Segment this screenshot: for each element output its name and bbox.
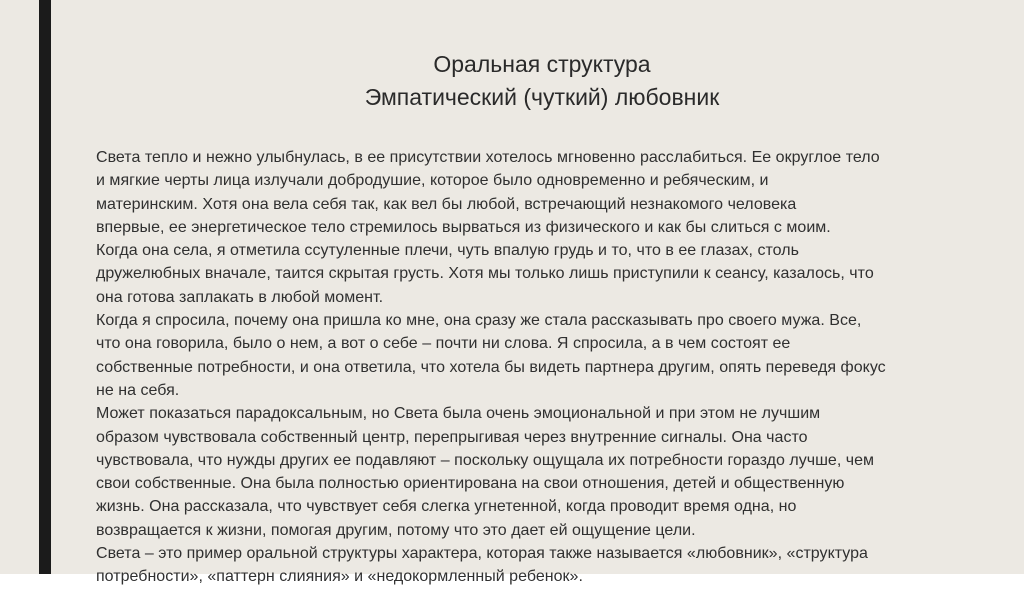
body-line: Может показаться парадоксальным, но Света была очень эмоциональной и при этом не лучшим [96, 405, 821, 423]
slide-title [60, 48, 1024, 114]
body-line: жизнь. Она рассказала, что чувствует себя слегка угнетенной, когда проводит время одна, но [96, 498, 797, 516]
body-text [96, 146, 976, 589]
body-line: свои собственные. Она была полностью ориентирована на свои отношения, детей и общественную [96, 475, 845, 493]
title-line-1: Оральная структура [433, 51, 651, 77]
body-line: не на себя. [96, 381, 180, 399]
body-line: и мягкие черты лица излучали добродушие, которое было одновременно и ребяческим, и [96, 172, 769, 190]
body-line: она готова заплакать в любой момент. [96, 288, 384, 306]
body-line: Когда я спросила, почему она пришла ко мне, она сразу же стала рассказывать про своего мужа. Все, [96, 312, 862, 330]
body-line: Света тепло и нежно улыбнулась, в ее присутствии хотелось мгновенно расслабиться. Ее округлое тело [96, 149, 880, 166]
body-line: Света – это пример оральной структуры характера, которая также называется «любовник», «структура [96, 545, 868, 563]
body-line: что она говорила, было о нем, а вот о себе – почти ни слова. Я спросила, а в чем состоят ее [96, 335, 791, 353]
title-line-2: Эмпатический (чуткий) любовник [364, 84, 720, 110]
body-line: образом чувствовала собственный центр, перепрыгивая через внутренние сигналы. Она часто [96, 428, 808, 446]
body-line: потребности», «паттерн слияния» и «недокормленный ребенок». [96, 568, 583, 586]
body-line: впервые, ее энергетическое тело стремилось вырваться из физического и как бы слиться с моим. [96, 218, 831, 236]
body-line: возвращается к жизни, помогая другим, потому что это дает ей ощущение цели. [96, 521, 696, 539]
accent-bar [39, 0, 51, 574]
body-line: чувствовала, что нужды других ее подавляют – поскольку ощущала их потребности гораздо лучше, чем [96, 451, 875, 469]
body-line: дружелюбных вначале, таится скрытая грусть. Хотя мы только лишь приступили к сеансу, казалось, что [96, 265, 874, 283]
body-line: материнским. Хотя она вела себя так, как вел бы любой, встречающий незнакомого человека [96, 195, 797, 213]
body-line: Когда она села, я отметила ссутуленные плечи, чуть впалую грудь и то, что в ее глазах, столь [96, 242, 799, 260]
body-line: собственные потребности, и она ответила, что хотела бы видеть партнера другим, опять переведя фокус [96, 358, 886, 376]
